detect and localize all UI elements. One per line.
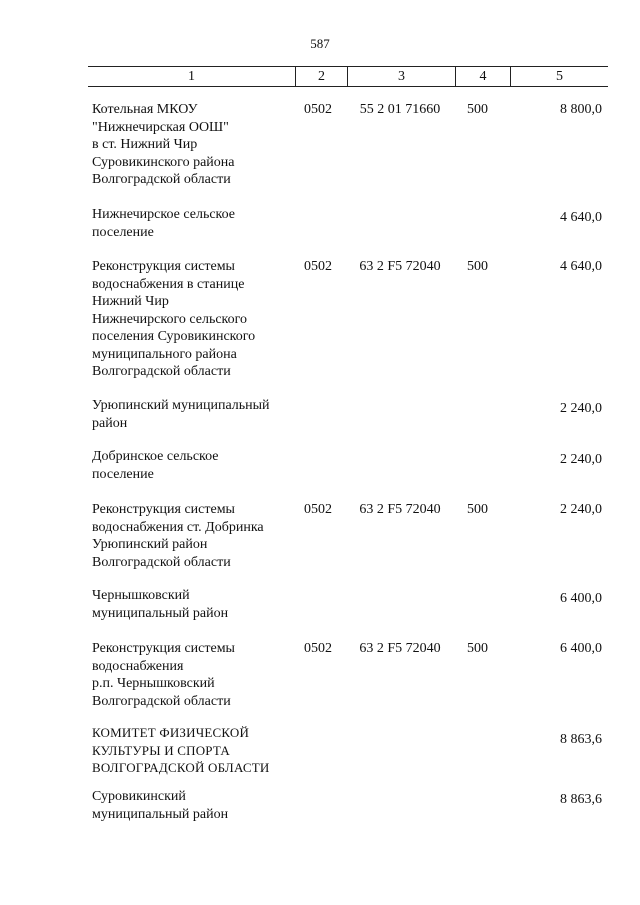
row-name: Реконструкция системы водоснабжения в станице Нижний Чир Нижнечирского сельского поселения Суровикинского муниципального района Волгоградской области xyxy=(92,259,256,379)
row-name: Реконструкция системы водоснабжения ст. Добринка Урюпинский район Волгоградской области xyxy=(92,502,264,570)
row-sum: 8 863,6 xyxy=(560,792,602,807)
header-col-1: 1 xyxy=(188,69,195,84)
row-section: 0502 xyxy=(304,102,332,117)
row-sum: 4 640,0 xyxy=(560,259,602,274)
row-section: 0502 xyxy=(304,502,332,517)
row-type: 500 xyxy=(467,641,488,656)
row-sum: 4 640,0 xyxy=(560,210,602,225)
row-name: Урюпинский муниципальный район xyxy=(92,398,270,431)
header-col-3: 3 xyxy=(398,69,405,84)
row-name: КОМИТЕТ ФИЗИЧЕСКОЙ КУЛЬТУРЫ И СПОРТА ВОЛГОГРАДСКОЙ ОБЛАСТИ xyxy=(92,725,270,775)
row-sum: 8 863,6 xyxy=(560,732,602,747)
row-code: 63 2 F5 72040 xyxy=(359,259,441,274)
row-name: Чернышковский муниципальный район xyxy=(92,588,229,621)
row-code: 63 2 F5 72040 xyxy=(359,502,441,517)
row-section: 0502 xyxy=(304,641,332,656)
row-code: 55 2 01 71660 xyxy=(359,102,441,117)
row-name: Котельная МКОУ "Нижнечирская ООШ" в ст. Нижний Чир Суровикинского района Волгоградской области xyxy=(92,102,235,187)
header-col-5: 5 xyxy=(556,69,563,84)
row-name: Добринское сельское поселение xyxy=(92,449,219,482)
row-sum: 2 240,0 xyxy=(560,452,602,467)
row-type: 500 xyxy=(467,502,488,517)
header-top-line xyxy=(88,66,608,67)
row-sum: 6 400,0 xyxy=(560,641,602,656)
row-section: 0502 xyxy=(304,259,332,274)
row-sum: 2 240,0 xyxy=(560,401,602,416)
row-type: 500 xyxy=(467,102,488,117)
header-col-4: 4 xyxy=(479,69,487,84)
page-number: 587 xyxy=(310,36,330,51)
row-name: Суровикинский муниципальный район xyxy=(92,789,229,822)
row-name: Нижнечирское сельское поселение xyxy=(92,207,236,240)
row-code: 63 2 F5 72040 xyxy=(359,641,441,656)
row-name: Реконструкция системы водоснабжения р.п. Чернышковский Волгоградской области xyxy=(92,641,235,709)
header-bottom-line xyxy=(88,86,608,87)
row-sum: 8 800,0 xyxy=(560,102,602,117)
header-col-2: 2 xyxy=(318,69,325,84)
row-sum: 2 240,0 xyxy=(560,502,602,517)
row-type: 500 xyxy=(467,259,488,274)
row-sum: 6 400,0 xyxy=(560,591,602,606)
